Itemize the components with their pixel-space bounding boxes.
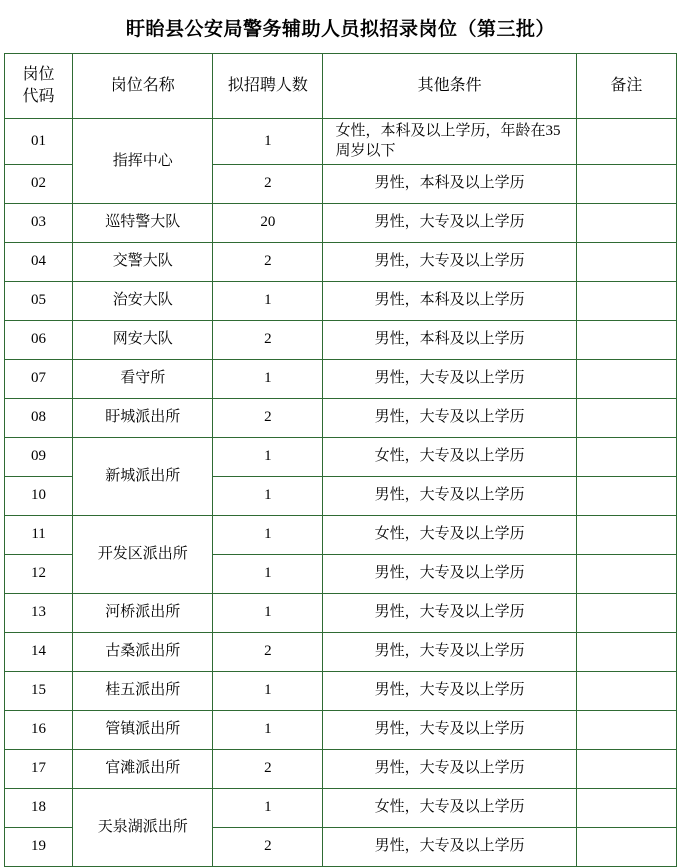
cell-note (576, 554, 676, 593)
cell-position-code: 17 (5, 749, 73, 788)
cell-other-conditions: 男性，本科及以上学历 (323, 281, 576, 320)
cell-position-name: 巡特警大队 (73, 203, 213, 242)
table-body (5, 119, 677, 867)
cell-note (576, 398, 676, 437)
cell-hire-count: 1 (213, 281, 323, 320)
cell-note (576, 671, 676, 710)
table-row (5, 671, 677, 710)
column-header-code-line1: 岗位 (22, 66, 55, 84)
cell-hire-count: 1 (213, 671, 323, 710)
cell-note (576, 827, 676, 866)
cell-position-name: 古桑派出所 (73, 632, 213, 671)
cell-other-conditions: 男性，大专及以上学历 (323, 554, 576, 593)
cell-other-conditions: 男性，大专及以上学历 (323, 827, 576, 866)
table-row (5, 242, 677, 281)
cell-other-conditions: 男性，本科及以上学历 (323, 164, 576, 203)
cell-hire-count: 2 (213, 398, 323, 437)
table-row (5, 320, 677, 359)
cell-hire-count: 1 (213, 359, 323, 398)
cell-other-conditions: 男性，大专及以上学历 (323, 476, 576, 515)
cell-other-conditions: 男性，大专及以上学历 (323, 242, 576, 281)
column-header-count: 拟招聘人数 (213, 54, 323, 119)
table-row (5, 632, 677, 671)
cell-note (576, 749, 676, 788)
cell-note (576, 788, 676, 827)
cell-position-code: 02 (5, 164, 73, 203)
cell-position-name: 指挥中心 (73, 119, 213, 204)
table-row (5, 203, 677, 242)
table-row (5, 710, 677, 749)
cell-position-name: 交警大队 (73, 242, 213, 281)
cell-position-code: 01 (5, 119, 73, 165)
cell-position-code: 03 (5, 203, 73, 242)
cell-other-conditions: 男性，大专及以上学历 (323, 749, 576, 788)
cell-other-conditions: 男性，大专及以上学历 (323, 710, 576, 749)
cell-position-code: 15 (5, 671, 73, 710)
cell-other-conditions: 男性，大专及以上学历 (323, 632, 576, 671)
table-row (5, 119, 677, 165)
cell-position-code: 08 (5, 398, 73, 437)
table-row (5, 437, 677, 476)
cell-hire-count: 2 (213, 827, 323, 866)
table-row (5, 398, 677, 437)
cell-position-code: 14 (5, 632, 73, 671)
cell-hire-count: 2 (213, 320, 323, 359)
cell-position-name: 看守所 (73, 359, 213, 398)
cell-hire-count: 1 (213, 437, 323, 476)
column-header-note: 备注 (576, 54, 676, 119)
cell-note (576, 476, 676, 515)
cell-note (576, 164, 676, 203)
cell-position-code: 19 (5, 827, 73, 866)
cell-hire-count: 2 (213, 242, 323, 281)
cell-note (576, 632, 676, 671)
cell-position-name: 管镇派出所 (73, 710, 213, 749)
cell-position-code: 18 (5, 788, 73, 827)
cell-position-code: 12 (5, 554, 73, 593)
cell-hire-count: 1 (213, 119, 323, 165)
cell-other-conditions: 男性，大专及以上学历 (323, 671, 576, 710)
cell-position-name: 治安大队 (73, 281, 213, 320)
cell-position-code: 05 (5, 281, 73, 320)
table-row (5, 281, 677, 320)
cell-note (576, 320, 676, 359)
table-row (5, 788, 677, 827)
cell-hire-count: 2 (213, 632, 323, 671)
column-header-condition: 其他条件 (323, 54, 576, 119)
cell-note (576, 242, 676, 281)
cell-position-name: 新城派出所 (73, 437, 213, 515)
cell-position-name: 天泉湖派出所 (73, 788, 213, 866)
cell-other-conditions: 男性，本科及以上学历 (323, 320, 576, 359)
cell-hire-count: 1 (213, 554, 323, 593)
column-header-code (5, 54, 73, 119)
cell-position-code: 10 (5, 476, 73, 515)
cell-note (576, 593, 676, 632)
cell-hire-count: 2 (213, 749, 323, 788)
cell-other-conditions: 女性，大专及以上学历 (323, 515, 576, 554)
column-header-code-line2: 代码 (22, 88, 55, 105)
cell-other-conditions: 男性，大专及以上学历 (323, 203, 576, 242)
cell-position-name: 开发区派出所 (73, 515, 213, 593)
cell-note (576, 515, 676, 554)
cell-position-code: 06 (5, 320, 73, 359)
cell-other-conditions: 女性，本科及以上学历，年龄在35周岁以下 (323, 119, 576, 165)
table-header-row (5, 54, 677, 119)
cell-note (576, 119, 676, 165)
cell-note (576, 710, 676, 749)
table-row (5, 515, 677, 554)
cell-position-name: 官滩派出所 (73, 749, 213, 788)
cell-hire-count: 1 (213, 515, 323, 554)
page-title: 盱眙县公安局警务辅助人员拟招录岗位（第三批） (125, 19, 555, 40)
table-header (5, 54, 677, 119)
cell-other-conditions: 女性，大专及以上学历 (323, 437, 576, 476)
cell-position-code: 04 (5, 242, 73, 281)
positions-table (4, 53, 677, 867)
cell-other-conditions: 男性，大专及以上学历 (323, 398, 576, 437)
cell-hire-count: 1 (213, 710, 323, 749)
cell-other-conditions: 男性，大专及以上学历 (323, 359, 576, 398)
cell-note (576, 203, 676, 242)
table-row (5, 593, 677, 632)
cell-hire-count: 1 (213, 788, 323, 827)
cell-position-name: 盱城派出所 (73, 398, 213, 437)
cell-hire-count: 1 (213, 593, 323, 632)
cell-hire-count: 1 (213, 476, 323, 515)
cell-note (576, 437, 676, 476)
cell-position-name: 河桥派出所 (73, 593, 213, 632)
cell-position-name: 网安大队 (73, 320, 213, 359)
table-row (5, 749, 677, 788)
cell-position-code: 07 (5, 359, 73, 398)
cell-position-code: 11 (5, 515, 73, 554)
cell-hire-count: 20 (213, 203, 323, 242)
cell-other-conditions: 女性，大专及以上学历 (323, 788, 576, 827)
cell-position-code: 13 (5, 593, 73, 632)
cell-position-code: 16 (5, 710, 73, 749)
cell-position-name: 桂五派出所 (73, 671, 213, 710)
cell-position-code: 09 (5, 437, 73, 476)
cell-other-conditions: 男性，大专及以上学历 (323, 593, 576, 632)
cell-hire-count: 2 (213, 164, 323, 203)
column-header-name: 岗位名称 (73, 54, 213, 119)
cell-note (576, 281, 676, 320)
table-row (5, 359, 677, 398)
cell-note (576, 359, 676, 398)
